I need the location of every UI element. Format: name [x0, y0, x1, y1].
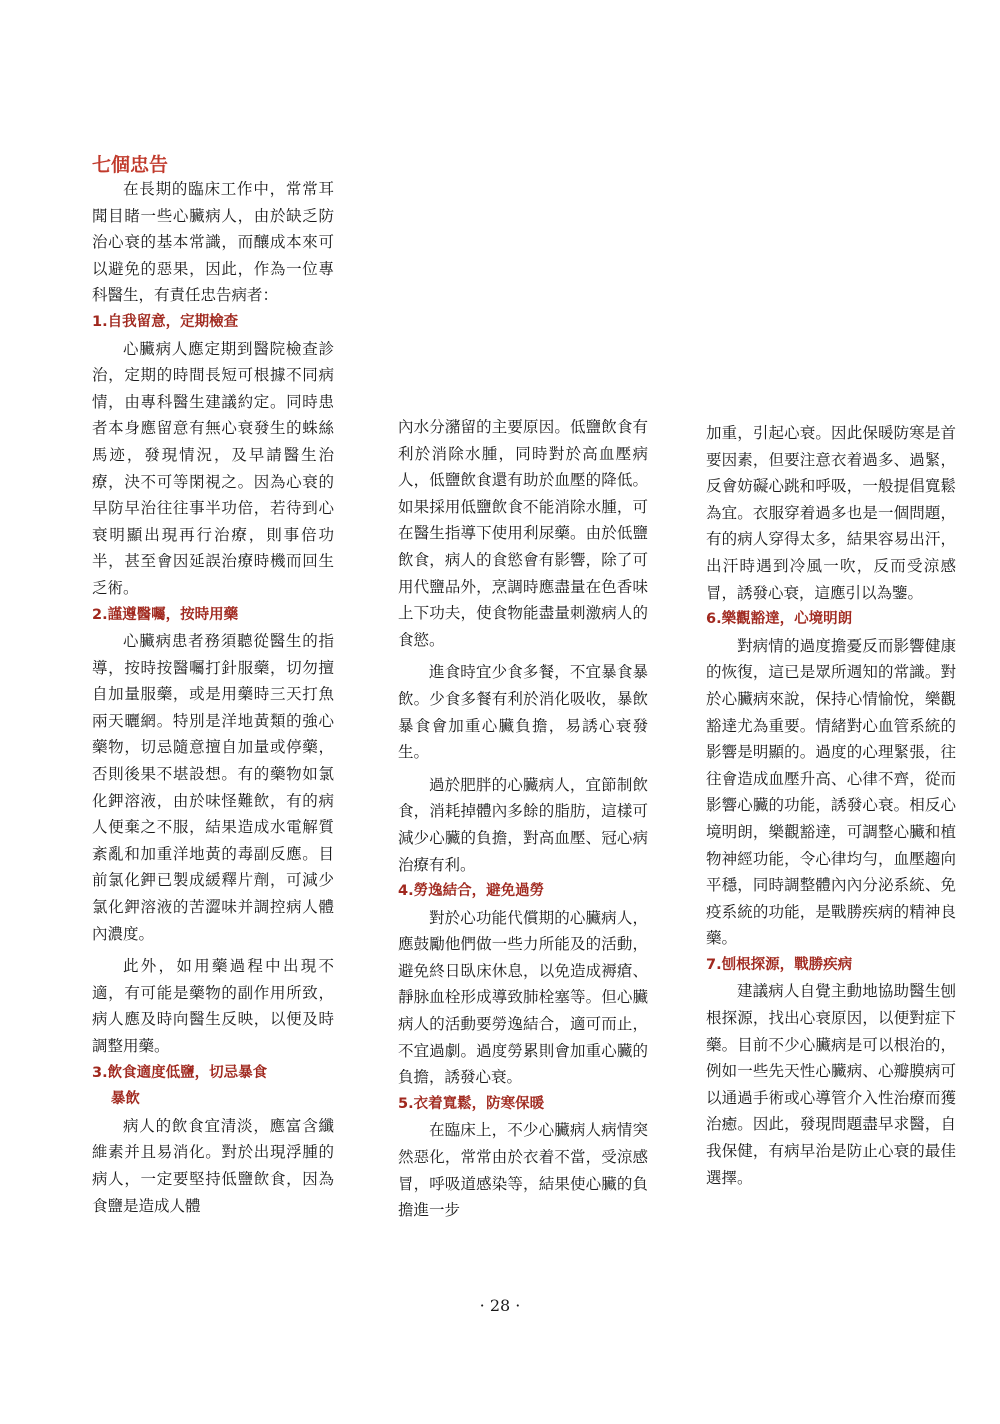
heading-3-line-1: 3.飲食適度低鹽，切忌暴食 [92, 1064, 268, 1081]
section-title: 七個忠告 [92, 154, 169, 176]
paragraph: 建議病人自覺主動地協助醫生刨根探源，找出心衰原因，以便對症下藥。目前不少心臟病是可以根治的，例如一些先天性心臟病、心瓣膜病可以通過手術或心導管介入性治療而獲治癒。因此，發現問題盡早求醫，自我保健，有病早治是防止心衰的最佳選擇。 [706, 982, 956, 1187]
text-column-2 [398, 414, 648, 1224]
page-number: · 28 · [479, 1296, 521, 1315]
paragraph: 進食時宜少食多餐，不宜暴食暴飲。少食多餐有利於消化吸收，暴飲暴食會加重心臟負擔，易誘心衰發生。 [398, 663, 648, 762]
paragraph: 心臟病患者務須聽從醫生的指導，按時按醫囑打針服藥，切勿擅自加量服藥，或是用藥時三天打魚兩天曬網。特別是洋地黃類的強心藥物，切忌隨意擅自加量或停藥，否則後果不堪設想。有的藥物如氯化鉀溶液，由於味怪難飲，有的病人便棄之不服，結果造成水電解質紊亂和加重洋地黃的毒副反應。目前氯化鉀已製成緩釋片劑，可減少氯化鉀溶液的苦澀味并調控病人體內濃度。 [92, 632, 334, 943]
heading-2: 2.謹遵醫囑，按時用藥 [92, 606, 239, 623]
paragraph: 心臟病人應定期到醫院檢查診治，定期的時間長短可根據不同病情，由專科醫生建議約定。同時患者本身應留意有無心衰發生的蛛絲馬迹，發現情況，及早請醫生治療，決不可等閑視之。因為心衰的早防早治往往事半功倍，若待到心衰明顯出現再行治療，則事倍功半，甚至會因延誤治療時機而回生乏術。 [92, 339, 334, 597]
paragraph: 過於肥胖的心臟病人，宜節制飲食，消耗掉體內多餘的脂肪，這樣可減少心臟的負擔，對高血壓、冠心病治療有利。 [398, 775, 648, 874]
intro-paragraph: 在長期的臨床工作中，常常耳聞目睹一些心臟病人，由於缺乏防治心衰的基本常識，而釀成本來可以避免的惡果，因此，作為一位專科醫生，有責任忠告病者： [92, 180, 334, 305]
paragraph: 此外，如用藥過程中出現不適，有可能是藥物的副作用所致，病人應及時向醫生反映，以便及時調整用藥。 [92, 957, 334, 1055]
heading-5: 5.衣着寬鬆，防寒保暖 [398, 1095, 545, 1112]
text-column-3 [706, 420, 956, 1191]
paragraph: 病人的飲食宜清淡，應富含纖維素并且易消化。對於出現浮腫的病人，一定要堅持低鹽飲食，因為食鹽是造成人體 [92, 1116, 334, 1215]
paragraph: 對於心功能代償期的心臟病人，應鼓勵他們做一些力所能及的活動，避免終日臥床休息，以免造成褥瘡、靜脉血栓形成導致肺栓塞等。但心臟病人的活動要勞逸結合，適可而止，不宜過劇。過度勞累則會加重心臟的負擔，誘發心衰。 [398, 908, 648, 1087]
paragraph: 在臨床上，不少心臟病人病情突然惡化，常常由於衣着不當，受涼感冒，呼吸道感染等，結果使心臟的負擔進一步 [398, 1121, 648, 1220]
heading-4: 4.勞逸結合，避免過勞 [398, 883, 545, 900]
paragraph: 內水分瀦留的主要原因。低鹽飲食有利於消除水腫，同時對於高血壓病人，低鹽飲食還有助於血壓的降低。如果採用低鹽飲食不能消除水腫，可在醫生指導下使用利尿藥。由於低鹽飲食，病人的食慾會有影響，除了可用代鹽品外，烹調時應盡量在色香味上下功夫，使食物能盡量刺激病人的食慾。 [398, 418, 648, 649]
text-column-1 [92, 176, 334, 1219]
heading-3-line-2: 暴飲 [110, 1091, 140, 1108]
heading-7: 7.刨根探源，戰勝疾病 [706, 956, 853, 973]
heading-3 [92, 1060, 334, 1113]
heading-6: 6.樂觀豁達，心境明朗 [706, 611, 853, 628]
paragraph: 對病情的過度擔憂反而影響健康的恢復，這已是眾所週知的常識。對於心臟病來說，保持心情愉悅，樂觀豁達尤為重要。情緒對心血管系統的影響是明顯的。過度的心理緊張，往往會造成血壓升高、心律不齊，從而影響心臟的功能，誘發心衰。相反心境明朗，樂觀豁達，可調整心臟和植物神經功能，令心律均勻，血壓趨向平穩，同時調整體內內分泌系統、免疫系統的功能，是戰勝疾病的精神良藥。 [706, 636, 956, 948]
paragraph: 加重，引起心衰。因此保暖防寒是首要因素，但要注意衣着過多、過緊，反會妨礙心跳和呼吸，一般提倡寬鬆為宜。衣服穿着過多也是一個問題，有的病人穿得太多，結果容易出汗，出汗時遇到冷風一吹，反而受涼感冒，誘發心衰，這應引以為鑒。 [706, 424, 956, 602]
heading-1: 1.自我留意，定期檢查 [92, 313, 239, 330]
